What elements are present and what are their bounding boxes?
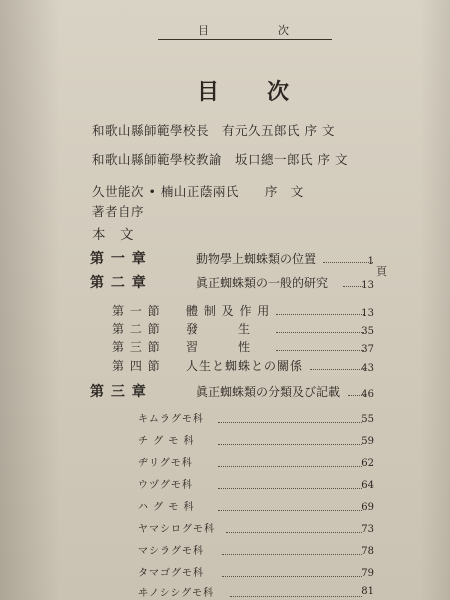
page-number: 13 [361,308,374,319]
family-title: ハ グ モ 科 [138,502,195,513]
chapter-title: 眞正蜘蛛類の一般的研究 [196,276,329,290]
family-title: マシラグモ科 [138,546,204,557]
page-title-right: 次 [267,79,290,105]
leader-dots [218,466,362,467]
page-number: 59 [361,436,374,447]
leader-dots [276,332,364,333]
section-title: 習 性 [186,340,252,354]
section-title: 體 制 及 作 用 [186,304,271,318]
section-title: 發 生 [186,322,252,336]
page-number: 78 [361,546,374,557]
leader-dots [218,444,362,445]
section-title: 人生と蜘蛛との關係 [186,359,304,373]
section-label: 第 三 節 [112,340,161,354]
leader-dots [222,554,362,555]
chapter-label: 第 二 章 [90,275,147,291]
page-number: 46 [361,389,374,400]
page-number: 1 [367,256,374,267]
family-title: ウヅグモ科 [138,480,193,491]
leader-dots [222,576,362,577]
section-label: 第 二 節 [112,322,161,336]
page-number: 79 [361,568,374,579]
page-number: 64 [361,480,374,491]
leader-dots [230,596,362,597]
family-title: ヰノシシグモ科 [138,588,215,599]
page-title-left: 目 [197,79,220,105]
page-column-header: 頁 [376,265,387,278]
page-number: 81 [361,586,374,597]
page-shadow-left [0,0,60,600]
section-label: 第 四 節 [112,359,161,373]
family-title: ヤマシログモ科 [138,524,215,535]
chapter-label: 第 三 章 [90,384,147,400]
page-shadow-right [420,0,450,600]
page-number: 73 [361,524,374,535]
page-number: 13 [361,280,374,291]
leader-dots [276,314,364,315]
preface-line: 和歌山縣師範學校長 有元久五郎氏 序 文 [92,123,335,138]
leader-dots [218,488,362,489]
family-title: ヂリグモ科 [138,458,193,469]
leader-dots [218,422,362,423]
page-number: 69 [361,502,374,513]
leader-dots [276,350,364,351]
chapter-title: 眞正蜘蛛類の分類及び記載 [196,385,341,399]
family-title: チ グ モ 科 [138,436,195,447]
preface-line: 本 文 [92,227,134,243]
family-title: キムラグモ科 [138,414,204,425]
page-number: 43 [361,363,374,374]
header-rule [158,39,332,40]
preface-line: 著者自序 [92,204,145,219]
preface-line: 和歌山縣師範學校教諭 坂口總一郎氏 序 文 [92,152,348,167]
page-number: 37 [361,344,374,355]
page-number: 55 [361,414,374,425]
preface-line: 久世能次 • 楠山正蔭兩氏 序 文 [92,184,304,199]
page-number: 35 [361,326,374,337]
leader-dots [218,510,362,511]
leader-dots [226,532,362,533]
section-label: 第 一 節 [112,304,161,318]
family-title: タマゴグモ科 [138,568,204,579]
page-number: 62 [361,458,374,469]
running-header-right: 次 [278,24,291,37]
running-header-left: 目 [198,24,211,37]
chapter-label: 第 一 章 [90,251,147,267]
chapter-title: 動物學上蜘蛛類の位置 [196,252,317,266]
